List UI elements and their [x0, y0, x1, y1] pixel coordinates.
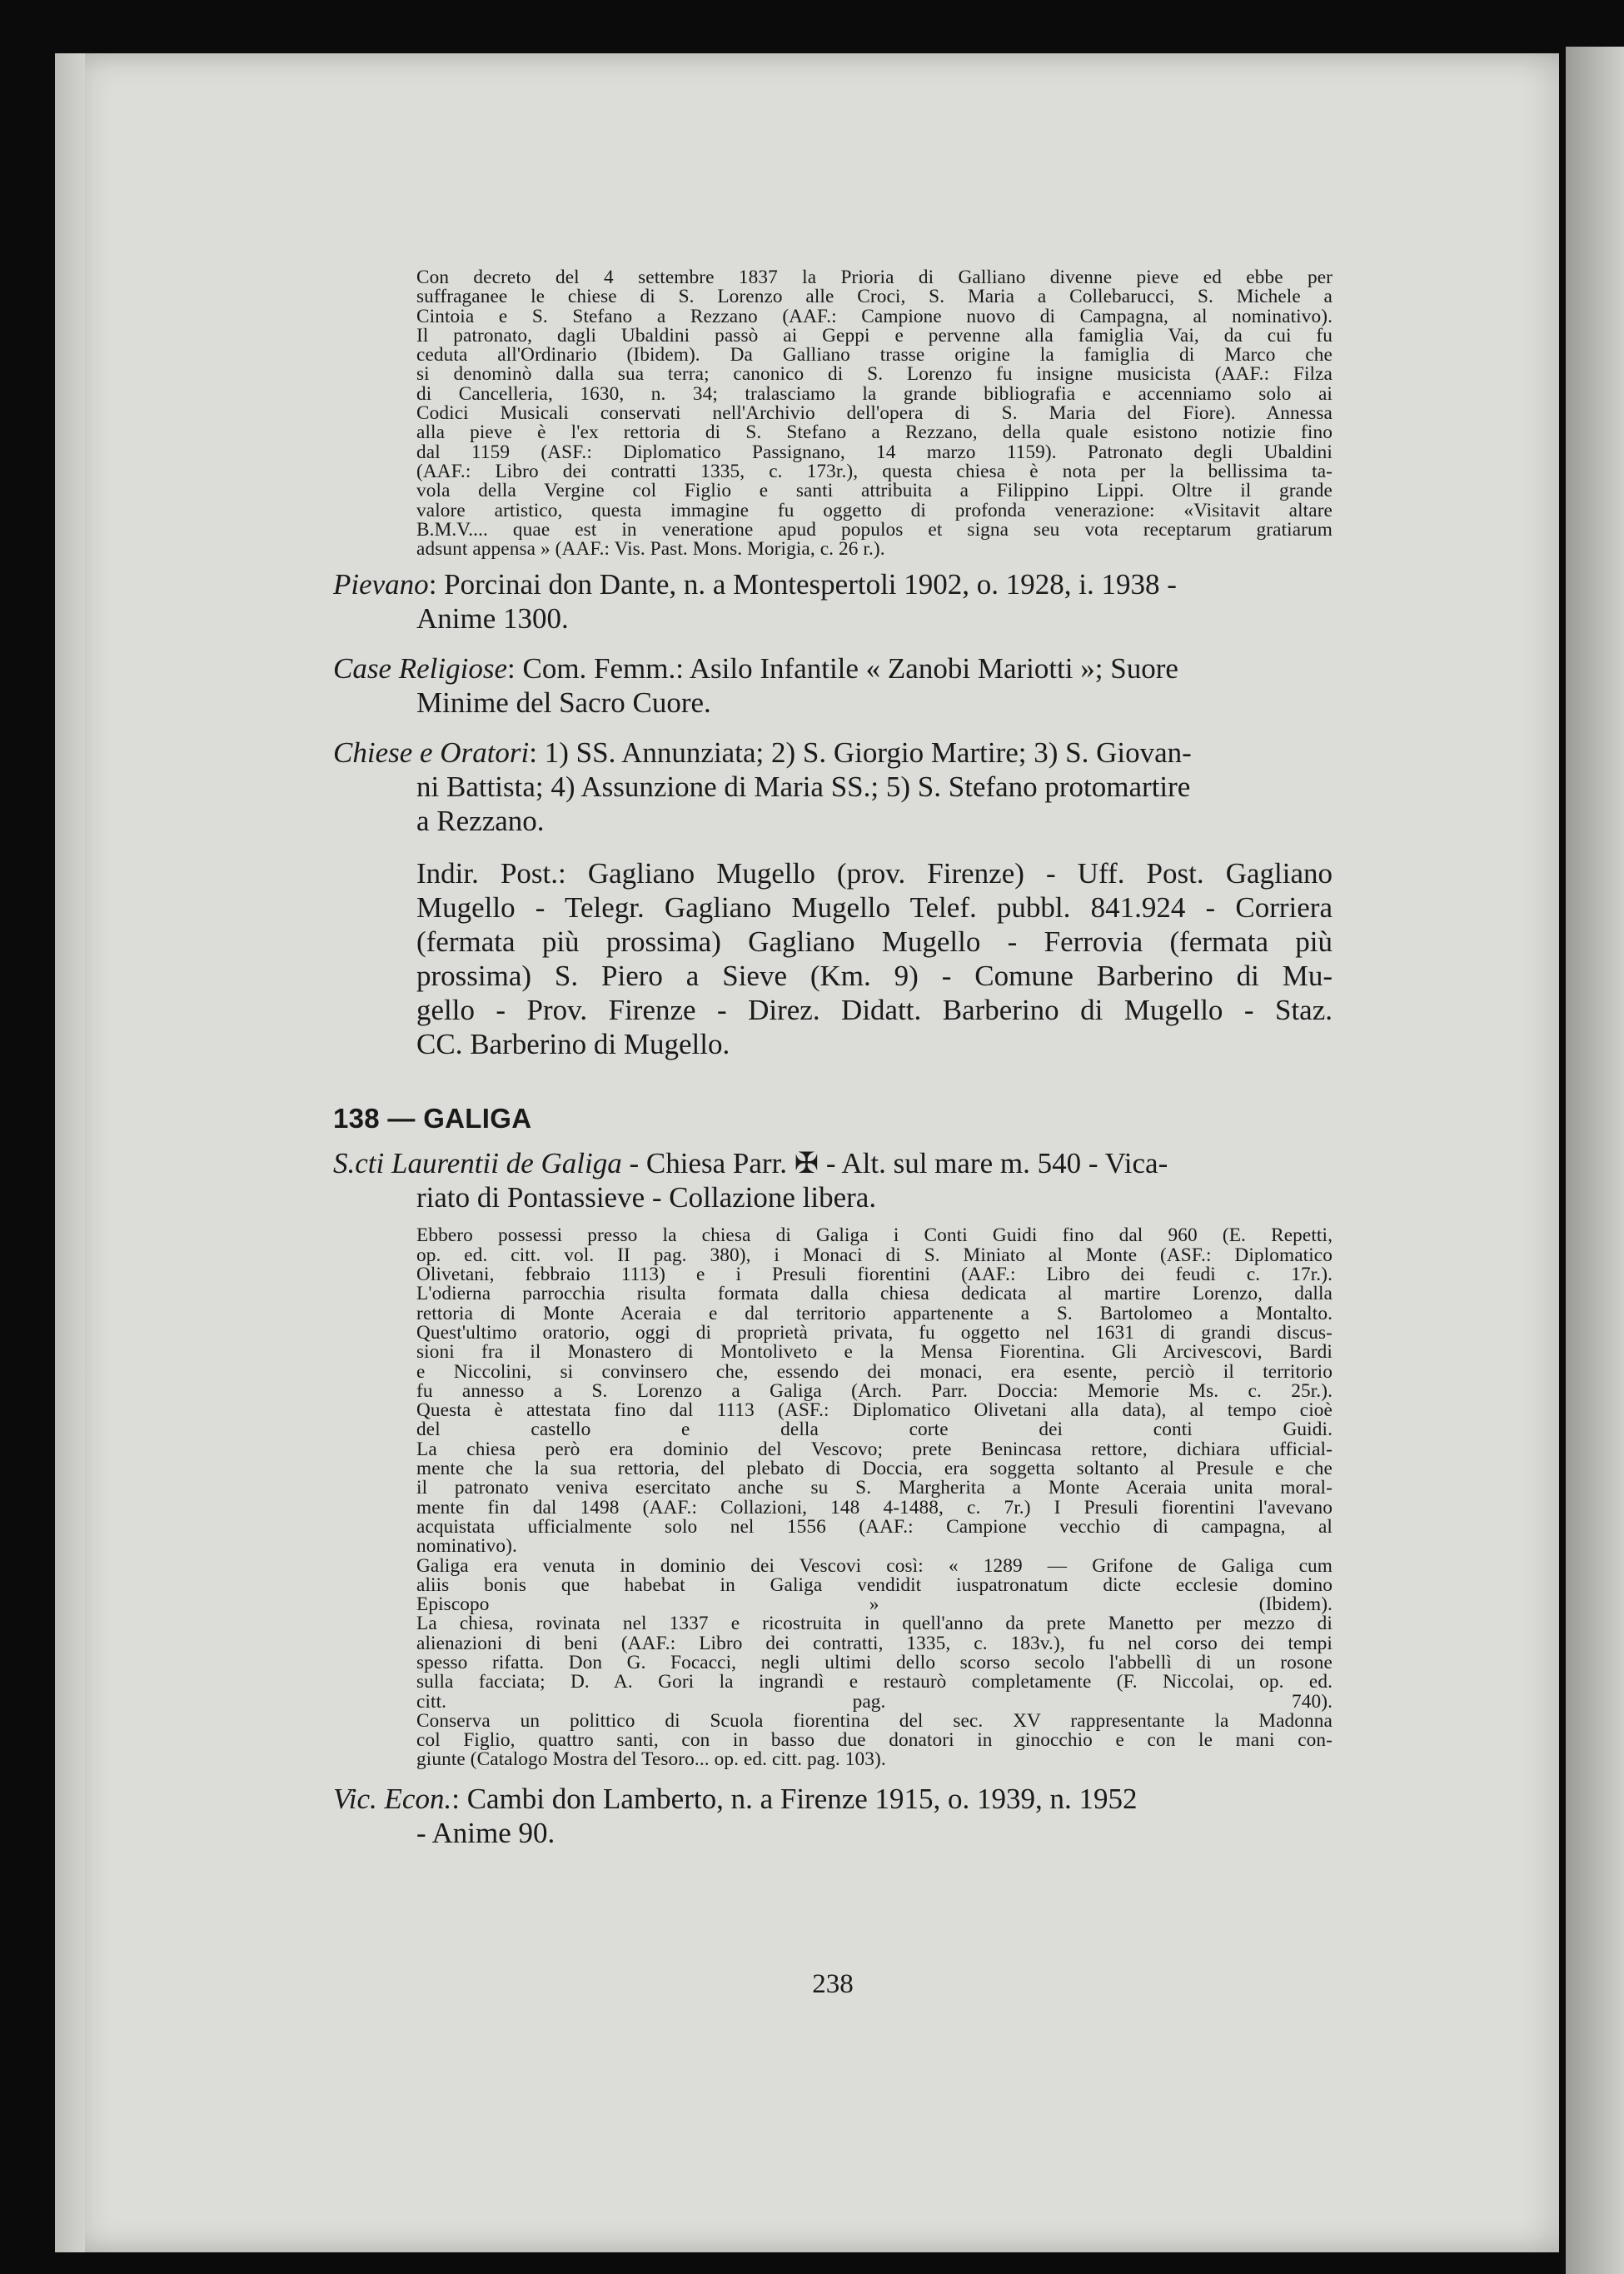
intro-note-line: Con decreto del 4 settembre 1837 la Prioria di Galliano divenne pieve ed ebbe per: [416, 267, 1333, 288]
adjacent-page-edge: [1566, 47, 1624, 2274]
intro-note-line: suffraganee le chiese di S. Lorenzo alle Croci, S. Maria a Collebarucci, S. Michele a: [416, 286, 1333, 308]
pievano-label: Pievano: [333, 568, 429, 601]
galiga-note-line: mente fin dal 1498 (AAF.: Collazioni, 148 4-1488, c. 7r.) I Presuli fiorentini l'avevano: [416, 1496, 1333, 1518]
galiga-header-entry: [333, 1146, 1333, 1214]
intro-note-line: ceduta all'Ordinario (Ibidem). Da Galliano trasse origine la famiglia di Marco che: [416, 344, 1333, 367]
case-religiose-entry: [333, 651, 1333, 720]
chiese-oratori-entry: [333, 736, 1333, 838]
galiga-note-line: col Figlio, quattro santi, con in basso due donatori in ginocchio e con le mani con-: [416, 1729, 1333, 1752]
intro-note-line: adsunt appensa » (AAF.: Vis. Past. Mons. Morigia, c. 26 r.).: [416, 538, 885, 561]
galiga-church-name: S.cti Laurentii de Galiga: [333, 1147, 622, 1180]
galiga-header-line-2: riato di Pontassieve - Collazione libera.: [416, 1181, 877, 1214]
galiga-note: [333, 1226, 1333, 1769]
galiga-note-line: sulla facciata; D. A. Gori la ingrandì e restaurò completamente (F. Niccolai, op. ed.: [416, 1671, 1333, 1693]
intro-note-line: di Cancelleria, 1630, n. 34; tralasciamo la grande bibliografia e accenniamo solo ai: [416, 382, 1333, 405]
galiga-note-line: Quest'ultimo oratorio, oggi di proprietà privata, fu oggetto nel 1631 di grandi discus-: [416, 1321, 1333, 1344]
galiga-note-line: fu annesso a S. Lorenzo a Galiga (Arch. Parr. Doccia: Memorie Ms. c. 25r.).: [416, 1379, 1333, 1402]
galiga-note-line: mente che la sua rettoria, del plebato di Doccia, era soggetta soltanto al Presule e che: [416, 1458, 1333, 1480]
galiga-note-line: Ebbero possessi presso la chiesa di Galiga i Conti Guidi fino dal 960 (E. Repetti,: [416, 1224, 1333, 1247]
intro-note-line: si denominò dalla sua terra; canonico di S. Lorenzo fu insigne musicista (AAF.: Filza: [416, 363, 1333, 386]
galiga-note-line: giunte (Catalogo Mostra del Tesoro... op. ed. citt. pag. 103).: [416, 1748, 886, 1771]
intro-note-line: valore artistico, questa immagine fu oggetto di profonda venerazione: «Visitavit altare: [416, 499, 1333, 521]
pievano-entry: [333, 567, 1333, 636]
galiga-note-line: del castello e della corte dei conti Guidi.: [416, 1419, 1333, 1441]
section-heading: 138 — GALIGA: [333, 1103, 532, 1135]
page-number: 238: [812, 1969, 854, 1999]
pievano-line-1: [333, 567, 1333, 601]
galiga-note-line: Galiga era venuta in dominio dei Vescovi così: « 1289 — Grifone de Galiga cum: [416, 1554, 1333, 1577]
intro-note-line: vola della Vergine col Figlio e santi attribuita a Filippino Lippi. Oltre il grande: [416, 480, 1333, 502]
galiga-note-line: Conserva un polittico di Scuola fiorentina del sec. XV rappresentante la Madonna: [416, 1709, 1333, 1732]
case-religiose-label: Case Religiose: [333, 652, 507, 686]
intro-note-line: Cintoia e S. Stefano a Rezzano (AAF.: Campione nuovo di Campagna, al nominativo).: [416, 305, 1333, 327]
intro-note: [333, 268, 1333, 559]
galiga-header-text-1: - Chiesa Parr. ✠ - Alt. sul mare m. 540 - Vica-: [621, 1147, 1168, 1180]
pievano-line-2: Anime 1300.: [416, 602, 569, 636]
vic-econ-text-1: : Cambi don Lamberto, n. a Firenze 1915, o. 1939, n. 1952: [451, 1782, 1138, 1815]
galiga-note-line: rettoria di Monte Aceraia e dal territorio appartenente a S. Bartolomeo a Montalto.: [416, 1302, 1333, 1324]
galiga-note-line: sioni fra il Monastero di Montoliveto e la Mensa Fiorentina. Gli Arcivescovi, Bardi: [416, 1341, 1333, 1364]
chiese-oratori-text-1: : 1) SS. Annunziata; 2) S. Giorgio Martire; 3) S. Giovan-: [529, 736, 1192, 770]
pievano-text-1: : Porcinai don Dante, n. a Montespertoli 1902, o. 1928, i. 1938 -: [428, 568, 1177, 601]
galiga-note-line: acquistata ufficialmente solo nel 1556 (AAF.: Campione vecchio di campagna, al: [416, 1515, 1333, 1538]
galiga-note-line: citt. pag. 740).: [416, 1690, 1333, 1713]
galiga-note-line: L'odierna parrocchia risulta formata dalla chiesa dedicata al martire Lorenzo, dalla: [416, 1283, 1333, 1305]
galiga-header-line-1: [333, 1146, 1333, 1180]
galiga-note-line: La chiesa però era dominio del Vescovo; prete Benincasa rettore, dichiara ufficial-: [416, 1438, 1333, 1460]
intro-note-line: Il patronato, dagli Ubaldini passò ai Geppi e pervenne alla famiglia Vai, da cui fu: [416, 324, 1333, 347]
galiga-note-line: e Niccolini, si convinsero che, essendo dei monaci, era esente, perciò il territorio: [416, 1360, 1333, 1383]
galiga-note-line: spesso rifatta. Don G. Focacci, negli ultimi dello scorso secolo l'abbellì di un rosone: [416, 1651, 1333, 1673]
galiga-note-line: alienazioni di beni (AAF.: Libro dei contratti, 1335, c. 183v.), fu nel corso dei tempi: [416, 1632, 1333, 1654]
galiga-note-line: nominativo).: [416, 1535, 517, 1558]
galiga-note-line: op. ed. citt. vol. II pag. 380), i Monaci di S. Miniato al Monte (ASF.: Diplomatico: [416, 1244, 1333, 1266]
page-content: [333, 267, 1333, 1999]
galiga-note-line: Olivetani, febbraio 1113) e i Presuli fiorentini (AAF.: Libro dei feudi c. 17r.).: [416, 1264, 1333, 1286]
chiese-oratori-line-1: [333, 736, 1333, 770]
chiese-oratori-line-2: ni Battista; 4) Assunzione di Maria SS.; 5) S. Stefano protomartire: [416, 770, 1191, 804]
postal-address-line: (fermata più prossima) Gagliano Mugello - Ferrovia (fermata più: [416, 925, 1333, 959]
postal-address-block: [333, 856, 1333, 1061]
chiese-oratori-line-3: a Rezzano.: [416, 805, 545, 838]
chiese-oratori-label: Chiese e Oratori: [333, 736, 530, 770]
galiga-note-line: La chiesa, rovinata nel 1337 e ricostruita in quell'anno da prete Manetto per mezzo di: [416, 1613, 1333, 1635]
vic-econ-entry: [333, 1782, 1333, 1850]
postal-address-line: prossima) S. Piero a Sieve (Km. 9) - Comune Barberino di Mu-: [416, 960, 1333, 993]
case-religiose-text-1: : Com. Femm.: Asilo Infantile « Zanobi Mariotti »; Suore: [507, 652, 1178, 686]
postal-address-line: Indir. Post.: Gagliano Mugello (prov. Firenze) - Uff. Post. Gagliano: [416, 857, 1333, 890]
galiga-note-line: il patronato veniva esercitato anche su S. Margherita a Monte Aceraia unita moral-: [416, 1477, 1333, 1499]
intro-note-line: dal 1159 (ASF.: Diplomatico Passignano, 14 marzo 1159). Patronato degli Ubaldini: [416, 441, 1333, 463]
case-religiose-line-2: Minime del Sacro Cuore.: [416, 686, 711, 720]
galiga-note-line: aliis bonis que habebat in Galiga vendidit iuspatronatum dicte ecclesie domino: [416, 1573, 1333, 1596]
galiga-note-line: Episcopo » (Ibidem).: [416, 1593, 1333, 1616]
intro-note-line: B.M.V.... quae est in veneratione apud populos et signa seu vota receptarum gratiarum: [416, 518, 1333, 541]
postal-address-line: CC. Barberino di Mugello.: [416, 1028, 730, 1061]
case-religiose-line-1: [333, 651, 1333, 686]
page-gutter-shadow: [55, 53, 85, 2252]
vic-econ-line-2: - Anime 90.: [416, 1816, 555, 1849]
vic-econ-label: Vic. Econ.: [333, 1782, 452, 1815]
intro-note-line: alla pieve è l'ex rettoria di S. Stefano a Rezzano, della quale esistono notizie fino: [416, 421, 1333, 444]
vic-econ-line-1: [333, 1782, 1333, 1816]
galiga-note-line: Questa è attestata fino dal 1113 (ASF.: Diplomatico Olivetani alla data), al tempo cioè: [416, 1399, 1333, 1422]
intro-note-line: Codici Musicali conservati nell'Archivio dell'opera di S. Maria del Fiore). Annessa: [416, 402, 1333, 425]
intro-note-line: (AAF.: Libro dei contratti 1335, c. 173r.), questa chiesa è nota per la bellissima ta-: [416, 460, 1333, 482]
postal-address-line: Mugello - Telegr. Gagliano Mugello Telef. pubbl. 841.924 - Corriera: [416, 891, 1333, 925]
postal-address-line: gello - Prov. Firenze - Direz. Didatt. Barberino di Mugello - Staz.: [416, 994, 1333, 1027]
